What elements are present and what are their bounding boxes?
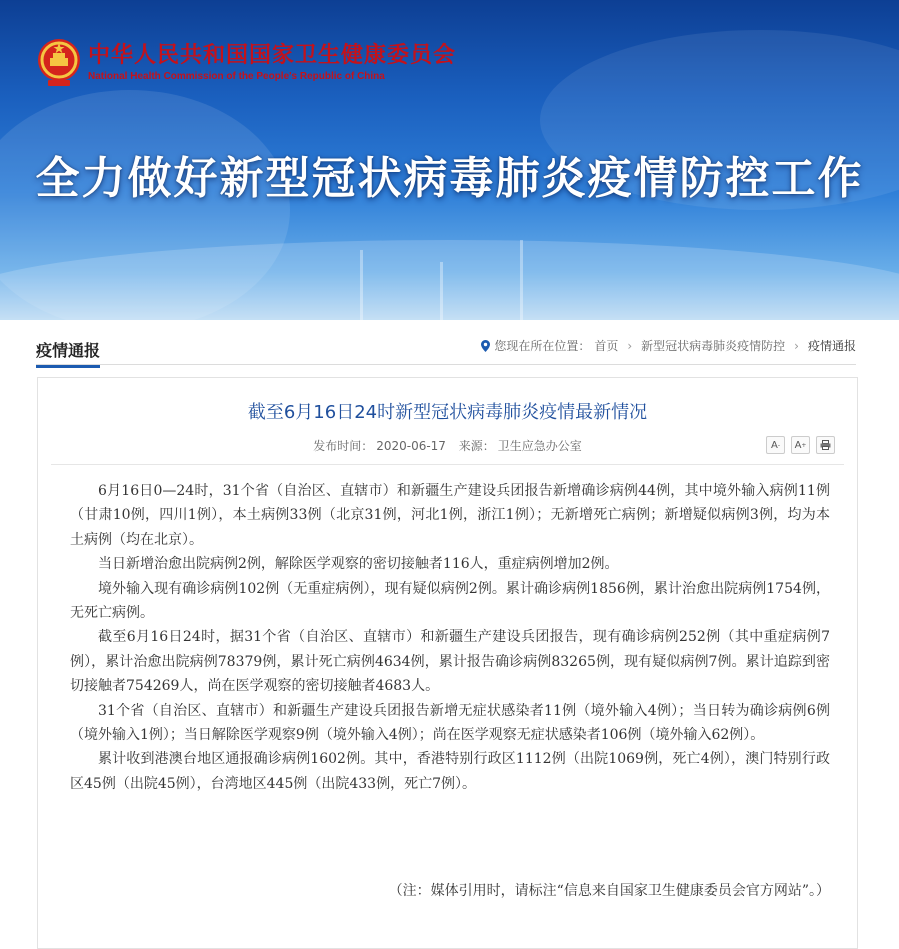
site-name-cn: 中华人民共和国国家卫生健康委员会: [88, 42, 457, 68]
national-emblem-icon: [36, 36, 82, 88]
header-banner: [0, 0, 899, 320]
print-icon: [820, 440, 831, 450]
publish-label: 发布时间：: [313, 439, 374, 453]
section-header: [36, 320, 856, 365]
article-paragraph: 当日新增治愈出院病例2例，解除医学观察的密切接触者116人，重症病例增加2例。: [98, 556, 619, 573]
location-pin-icon: [481, 340, 490, 352]
site-name-en: National Health Commission of the People's Republic of China: [88, 70, 385, 82]
breadcrumb-current[interactable]: 疫情通报: [807, 339, 856, 353]
breadcrumb-prefix: 您现在所在位置：: [494, 339, 591, 353]
section-title: 疫情通报: [36, 338, 100, 368]
breadcrumb-epidemic-control[interactable]: 新型冠状病毒肺炎疫情防控: [641, 339, 786, 353]
media-citation-note: （注：媒体引用时，请标注“信息来自国家卫生健康委员会官方网站”。）: [388, 883, 830, 899]
source-value: 卫生应急办公室: [497, 439, 582, 453]
chevron-right-icon: ›: [794, 338, 799, 353]
article-title: 截至6月16日24时新型冠状病毒肺炎疫情最新情况: [247, 402, 648, 423]
article-paragraph: 累计收到港澳台地区通报确诊病例1602例。其中，香港特别行政区1112例（出院1069例，死亡4例），澳门特别行政区45例（出院45例），台湾地区445例（出院433例，死亡7例）。: [70, 751, 830, 792]
breadcrumb-home[interactable]: 首页: [594, 339, 619, 353]
article-tools: [766, 436, 835, 454]
breadcrumb: [481, 337, 856, 354]
font-larger-button[interactable]: A +: [791, 436, 810, 454]
divider: [51, 464, 844, 465]
print-button[interactable]: [816, 436, 835, 454]
article-paragraph: 截至6月16日24时，据31个省（自治区、直辖市）和新疆生产建设兵团报告，现有确诊病例252例（其中重症病例7例），累计治愈出院病例78379例，累计死亡病例4634例，累计报告确诊病例83265例，现有疑似病例7例。累计追踪到密切接触者754269人，尚在医学观察的密切接触者4683人。: [70, 629, 830, 695]
article-body: [70, 479, 830, 796]
article-meta: [38, 437, 857, 454]
source-label: 来源：: [458, 439, 495, 453]
article-panel: [37, 377, 858, 949]
article-paragraph: 境外输入现有确诊病例102例（无重症病例），现有疑似病例2例。累计确诊病例1856例，累计治愈出院病例1754例，无死亡病例。: [70, 580, 830, 622]
site-logo[interactable]: [36, 36, 456, 88]
article-paragraph: 31个省（自治区、直辖市）和新疆生产建设兵团报告新增无症状感染者11例（境外输入4例）；当日转为确诊病例6例（境外输入1例）；当日解除医学观察9例（境外输入4例）；尚在医学观察无症状感染者106例（境外输入62例）。: [70, 702, 830, 744]
publish-date: 2020-06-17: [376, 439, 446, 453]
font-smaller-button[interactable]: A -: [766, 436, 785, 454]
article-paragraph: 6月16日0—24时，31个省（自治区、直辖市）和新疆生产建设兵团报告新增确诊病例44例，其中境外输入病例11例（甘肃10例，四川1例），本土病例33例（北京31例，河北1例，浙江1例）；无新增死亡病例；新增疑似病例3例，均为本土病例（均在北京）。: [70, 483, 830, 548]
chevron-right-icon: ›: [627, 338, 633, 353]
banner-slogan: 全力做好新型冠状病毒肺炎疫情防控工作: [35, 153, 864, 204]
